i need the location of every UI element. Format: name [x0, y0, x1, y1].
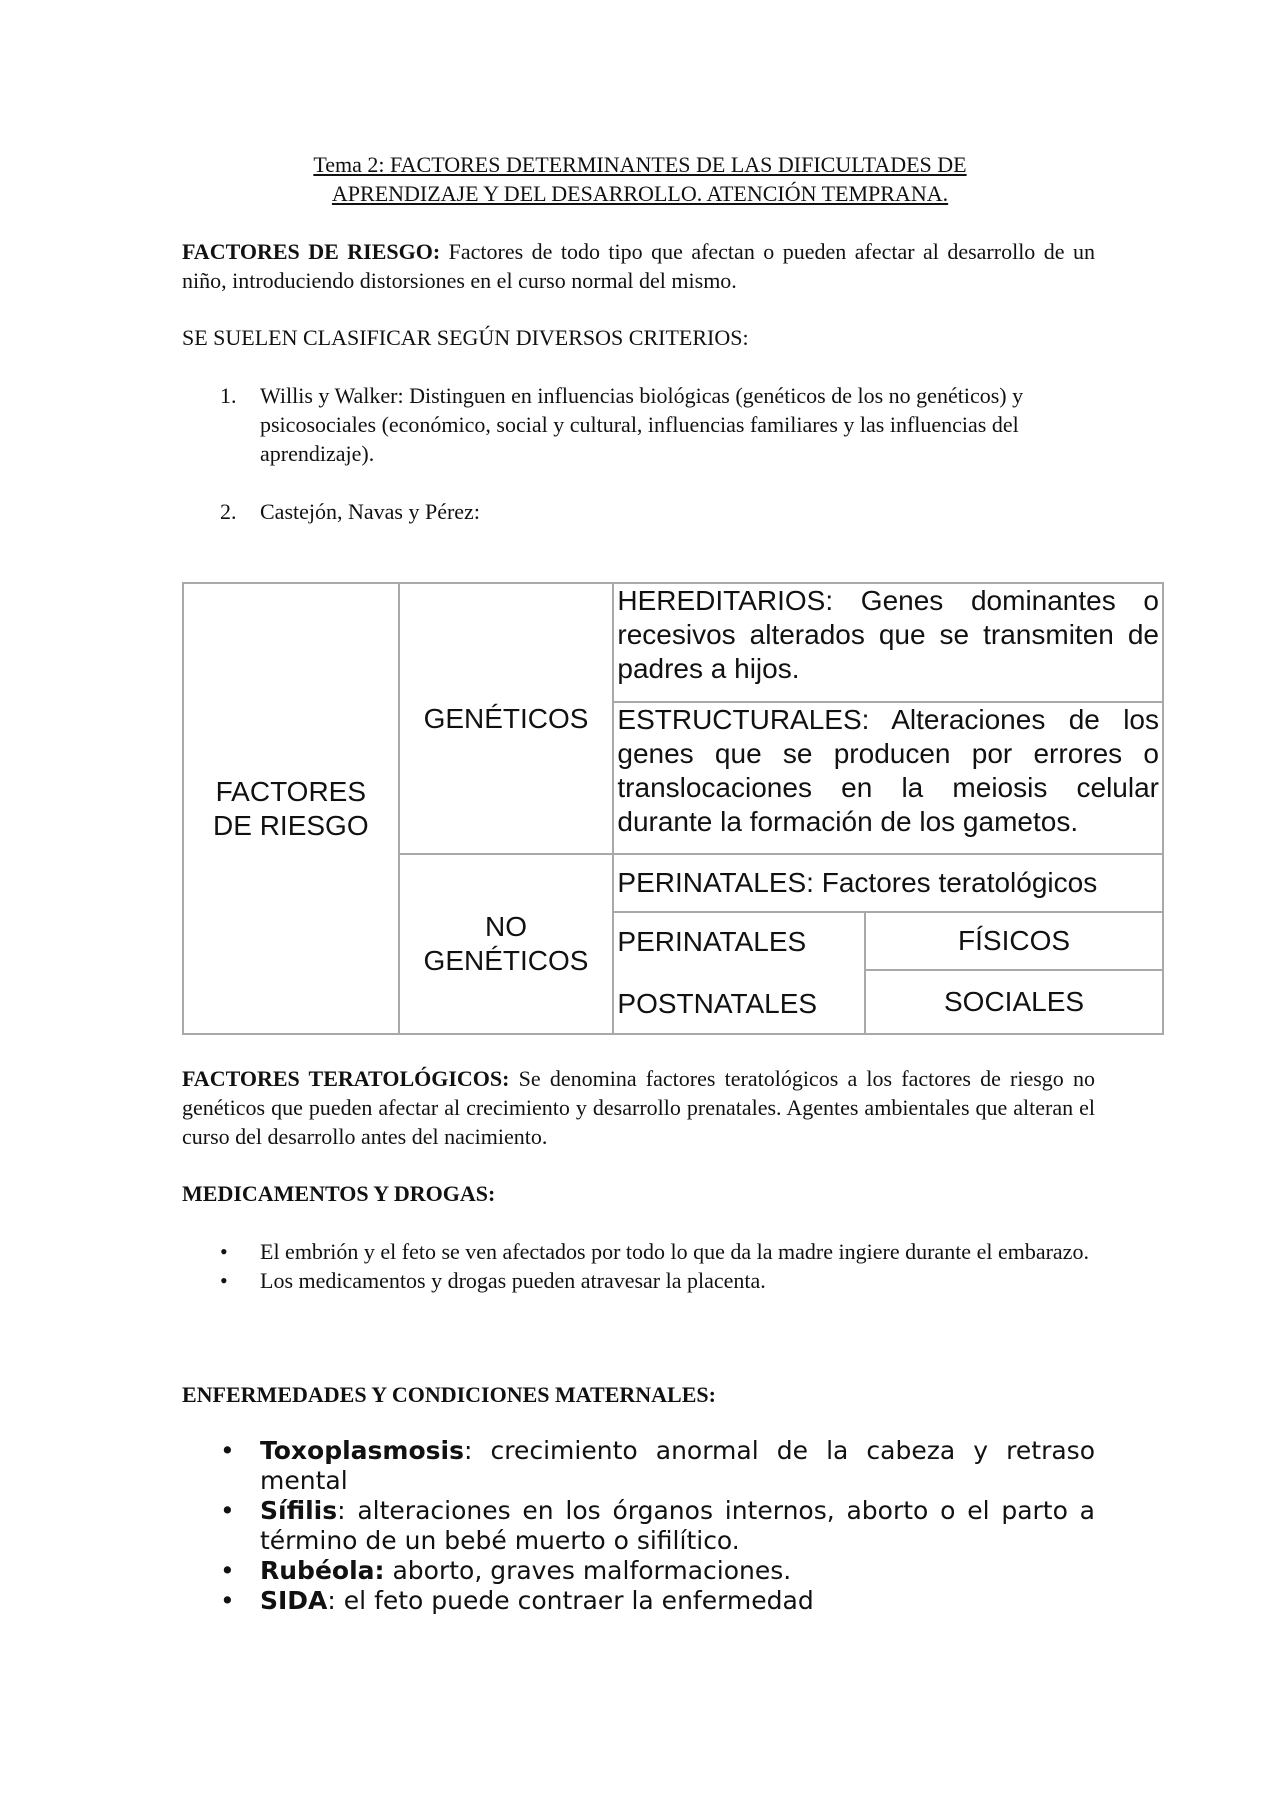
title-line-1: Tema 2: FACTORES DETERMINANTES DE LAS DIFICULTADES DE: [313, 152, 967, 177]
enfermedades-list: [182, 1436, 1095, 1616]
teratologicos-label: FACTORES TERATOLÓGICOS:: [182, 1066, 510, 1091]
list-item: [182, 1586, 1095, 1616]
table-cell-fisicos: FÍSICOS: [865, 912, 1163, 970]
table-cell-no-geneticos: NO GENÉTICOS: [399, 854, 614, 1034]
disease-description: : crecimiento anormal de la cabeza y retraso mental: [260, 1436, 1095, 1495]
bullet-icon: •: [220, 1496, 235, 1525]
table-cell-perinatales-teratologicos: PERINATALES: Factores teratológicos: [613, 854, 1163, 912]
list-item: [182, 1266, 1095, 1295]
teratologicos-text: Se denomina factores teratológicos a los factores de riesgo no genéticos que pueden afectar al crecimiento y desarrollo prenatales. Agentes ambientales que alteran el curso del desarrollo antes del nacimiento.: [182, 1066, 1096, 1149]
criterios-list: [182, 381, 1082, 526]
bullet-icon: •: [220, 1436, 235, 1465]
risk-factors-table: [182, 582, 1164, 1035]
table-cell-perinatales-postnatales: PERINATALES POSTNATALES: [613, 912, 865, 1034]
list-item: [182, 1436, 1095, 1496]
list-item: [182, 1237, 1095, 1266]
factores-riesgo-text: Factores de todo tipo que afectan o pueden afectar al desarrollo de un niño, introduciendo distorsiones en el curso normal del mismo.: [182, 239, 1095, 293]
table-cell-hereditarios: HEREDITARIOS: Genes dominantes o recesivos alterados que se transmiten de padres a hijos.: [613, 583, 1163, 702]
list-item: [182, 1556, 1095, 1586]
list-number: 2.: [220, 499, 237, 524]
teratologicos-paragraph: [182, 1064, 1095, 1151]
list-item-text: Willis y Walker: Distinguen en influencias biológicas (genéticos de los no genéticos) y psicosociales (económico, social y cultural, influencias familiares y las influencias del aprendizaje).: [260, 383, 1024, 466]
disease-description: aborto, graves malformaciones.: [384, 1556, 792, 1585]
disease-description: : alteraciones en los órganos internos, aborto o el parto a término de un bebé muerto o sifilítico.: [260, 1496, 1095, 1555]
table-cell-geneticos: GENÉTICOS: [399, 583, 614, 854]
list-number: 1.: [220, 383, 237, 408]
title-line-2: APRENDIZAJE Y DEL DESARROLLO. ATENCIÓN TEMPRANA.: [331, 181, 949, 206]
disease-term: Rubéola:: [260, 1556, 385, 1585]
table-cell-estructurales: ESTRUCTURALES: Alteraciones de los genes que se producen por errores o translocaciones en la meiosis celular durante la formación de los gametos.: [613, 702, 1163, 854]
document-title: [180, 150, 1100, 208]
bullet-icon: •: [220, 1268, 228, 1293]
clasificar-paragraph: SE SUELEN CLASIFICAR SEGÚN DIVERSOS CRITERIOS:: [182, 325, 749, 350]
list-item: [182, 381, 1082, 468]
list-item-text: Castejón, Navas y Pérez:: [260, 499, 480, 524]
bullet-icon: •: [220, 1586, 235, 1615]
list-item-text: Los medicamentos y drogas pueden atravesar la placenta.: [260, 1268, 766, 1293]
bullet-icon: •: [220, 1556, 235, 1585]
table-cell-sociales: SOCIALES: [865, 970, 1163, 1034]
enfermedades-heading: ENFERMEDADES Y CONDICIONES MATERNALES:: [182, 1382, 716, 1407]
disease-term: SIDA: [260, 1586, 328, 1615]
list-item-text: El embrión y el feto se ven afectados por todo lo que da la madre ingiere durante el embarazo.: [260, 1239, 1089, 1264]
disease-term: Toxoplasmosis: [260, 1436, 464, 1465]
list-item: [182, 1496, 1095, 1556]
medicamentos-list: [182, 1237, 1095, 1295]
disease-description: : el feto puede contraer la enfermedad: [327, 1586, 814, 1615]
disease-term: Sífilis: [260, 1496, 338, 1525]
factores-riesgo-label: FACTORES DE RIESGO:: [182, 239, 441, 264]
table-cell-factores-riesgo: FACTORES DE RIESGO: [183, 583, 399, 1034]
list-item: [182, 497, 1082, 526]
bullet-icon: •: [220, 1239, 228, 1264]
factores-riesgo-paragraph: [182, 237, 1095, 295]
medicamentos-heading: MEDICAMENTOS Y DROGAS:: [182, 1181, 496, 1206]
